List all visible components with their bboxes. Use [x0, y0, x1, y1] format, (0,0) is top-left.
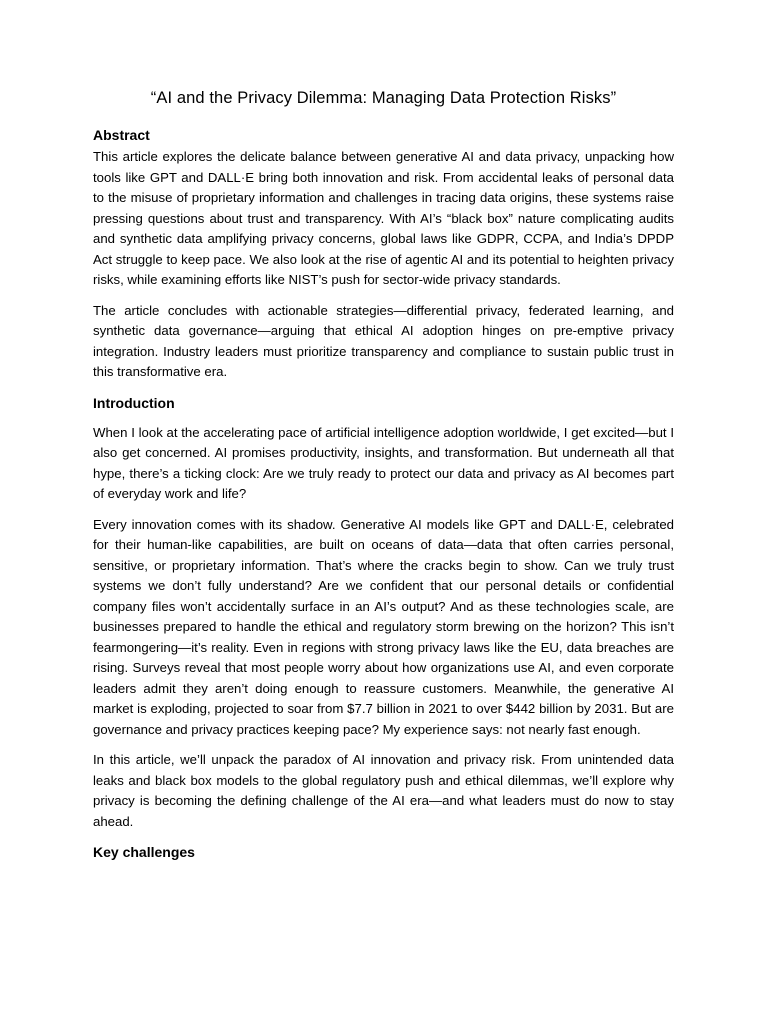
section-heading-introduction: Introduction: [93, 394, 175, 411]
document-page: [93, 86, 674, 872]
section-heading-key-challenges: Key challenges: [93, 844, 195, 860]
document-title: “AI and the Privacy Dilemma: Managing Data Protection Risks”: [150, 89, 617, 107]
introduction-paragraph-2: Every innovation comes with its shadow. Generative AI models like GPT and DALL·E, celebrated for their human-like capabilities, are built on oceans of data—data that often carries personal, sensitive, or proprietary information. That’s where the cracks begin to show. Can we truly trust systems we don’t fully understand? Are we confident that our personal details or confidential company files won’t accidentally surface in an AI’s output? And as these technologies scale, are businesses prepared to handle the ethical and regulatory storm brewing on the horizon? This isn’t fearmongering—it’s reality. Even in regions with strong privacy laws like the EU, data breaches are rising. Surveys reveal that most people worry about how organizations use AI, and even corporate leaders admit they aren’t doing enough to reassure customers. Meanwhile, the generative AI market is exploding, projected to soar from $7.7 billion in 2021 to over $442 billion by 2031. But are governance and privacy practices keeping pace? My experience says: not nearly fast enough.: [93, 516, 674, 737]
abstract-paragraph-1: This article explores the delicate balance between generative AI and data privacy, unpacking how tools like GPT and DALL·E bring both innovation and risk. From accidental leaks of personal data to the misuse of proprietary information and challenges in tracing data origins, these systems raise pressing questions about trust and transparency. With AI’s “black box” nature complicating audits and synthetic data amplifying privacy concerns, global laws like GDPR, CCPA, and India’s DPDP Act struggle to keep pace. We also look at the rise of agentic AI and its potential to heighten privacy risks, while examining efforts like NIST’s push for sector-wide privacy standards.: [93, 149, 674, 287]
section-heading-abstract: Abstract: [93, 127, 150, 143]
introduction-paragraph-3: In this article, we’ll unpack the paradox of AI innovation and privacy risk. From unintended data leaks and black box models to the global regulatory push and ethical dilemmas, we’ll explore why privacy is becoming the defining challenge of the AI era—and what leaders must do now to stay ahead.: [93, 752, 674, 829]
introduction-paragraph-1: When I look at the accelerating pace of artificial intelligence adoption worldwide, I get excited—but I also get concerned. AI promises productivity, insights, and transformation. But underneath all that hype, there’s a ticking clock: Are we truly ready to protect our data and privacy as AI becomes part of everyday work and life?: [93, 424, 674, 501]
abstract-paragraph-2: The article concludes with actionable strategies—differential privacy, federated learning, and synthetic data governance—arguing that ethical AI adoption hinges on pre-emptive privacy integration. Industry leaders must prioritize transparency and compliance to sustain public trust in this transformative era.: [93, 302, 674, 379]
